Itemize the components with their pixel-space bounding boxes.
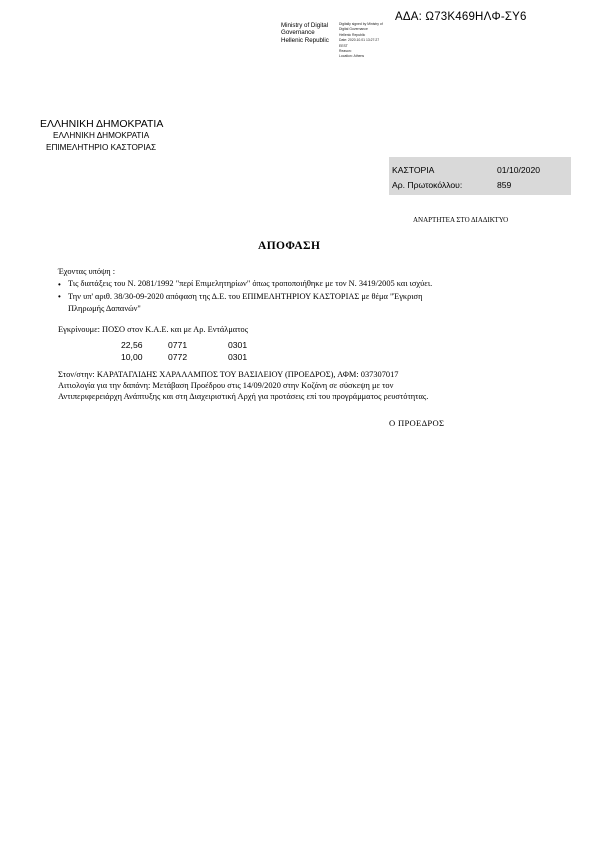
ministry-line: Hellenic Republic bbox=[281, 36, 329, 44]
row-warrant: 0301 bbox=[228, 352, 248, 362]
considering-label: Έχοντας υπόψη : bbox=[58, 267, 116, 276]
sig-line: Location: Athens bbox=[339, 54, 365, 59]
row-kae: 0771 bbox=[168, 340, 188, 350]
info-protocol-value: 859 bbox=[497, 180, 512, 190]
header-republic: ΕΛΛΗΝΙΚΗ ΔΗΜΟΚΡΑΤΙΑ bbox=[40, 118, 164, 130]
row-warrant: 0301 bbox=[228, 340, 248, 350]
info-protocol-label: Αρ. Πρωτοκόλλου: bbox=[392, 180, 463, 190]
document-title: ΑΠΟΦΑΣΗ bbox=[258, 240, 321, 252]
row-kae: 0772 bbox=[168, 352, 188, 362]
info-city: ΚΑΣΤΟΡΙΑ bbox=[392, 165, 435, 175]
signature-ministry bbox=[281, 22, 329, 44]
sig-line: Reason: bbox=[339, 49, 352, 54]
bullet-item: Την υπ' αριθ. 38/30-09-2020 απόφαση της Δ.Ε. του ΕΠΙΜΕΛΗΤΗΡΙΟΥ ΚΑΣΤΟΡΙΑΣ με θέμα "Έγκριση bbox=[68, 292, 423, 301]
info-date: 01/10/2020 bbox=[497, 165, 541, 175]
row-amount: 22,56 bbox=[121, 340, 143, 350]
expense-reason: Αιτιολογία για την δαπάνη: Μετάβαση Προέδρου στις 14/09/2020 στην Κοζάνη σε σύσκεψη με τον bbox=[58, 381, 394, 390]
bullet-item: Τις διατάξεις του Ν. 2081/1992 "περί Επιμελητηρίων" όπως τροποποιήθηκε με τον Ν. 3419/2005 και ισχύει. bbox=[68, 279, 433, 288]
sig-line: Hellenic Republic bbox=[339, 32, 366, 37]
ada-code: ΑΔΑ: Ω73Κ469ΗΛΦ-ΣΥ6 bbox=[395, 11, 527, 23]
president-signature-label: Ο ΠΡΟΕΔΡΟΣ bbox=[389, 418, 445, 428]
bullet-dot-icon: • bbox=[58, 280, 61, 289]
sig-line: Date: 2020.10.01 13:27:27 bbox=[339, 38, 380, 43]
sig-line: Digital Governance bbox=[339, 27, 368, 32]
header-chamber: ΕΠΙΜΕΛΗΤΗΡΙΟ ΚΑΣΤΟΡΙΑΣ bbox=[46, 143, 157, 152]
ministry-line: Governance bbox=[281, 29, 315, 37]
expense-reason-continued: Αντιπεριφερειάρχη Ανάπτυξης και στη Διαχειριστική Αρχή για προτάσεις επί του προγράμματος ρευστότητας. bbox=[58, 392, 429, 401]
recipient: Στον/στην: ΚΑΡΑΤΑΓΛΙΔΗΣ ΧΑΡΑΛΑΜΠΟΣ ΤΟΥ ΒΑΣΙΛΕΙΟΥ (ΠΡΟΕΔΡΟΣ), ΑΦΜ: 037307017 bbox=[58, 370, 399, 379]
ministry-line: Ministry of Digital bbox=[281, 22, 329, 29]
header-republic-small: ΕΛΛΗΝΙΚΗ ΔΗΜΟΚΡΑΤΙΑ bbox=[53, 131, 150, 140]
sig-line: EEST bbox=[339, 43, 348, 48]
posted-online-label: ΑΝΑΡΤΗΤΕΑ ΣΤΟ ΔΙΑΔΙΚΤΥΟ bbox=[413, 216, 509, 224]
approved-label: Εγκρίνουμε: ΠΟΣΟ στον Κ.Α.Ε. και με Αρ. Εντάλματος bbox=[58, 325, 249, 334]
bullet-dot-icon: • bbox=[58, 292, 61, 301]
row-amount: 10,00 bbox=[121, 352, 143, 362]
sig-line: Digitally signed by Ministry of bbox=[339, 22, 383, 26]
bullet-item-continued: Πληρωμής Δαπανών" bbox=[68, 304, 141, 313]
digital-signature-details bbox=[339, 22, 383, 60]
